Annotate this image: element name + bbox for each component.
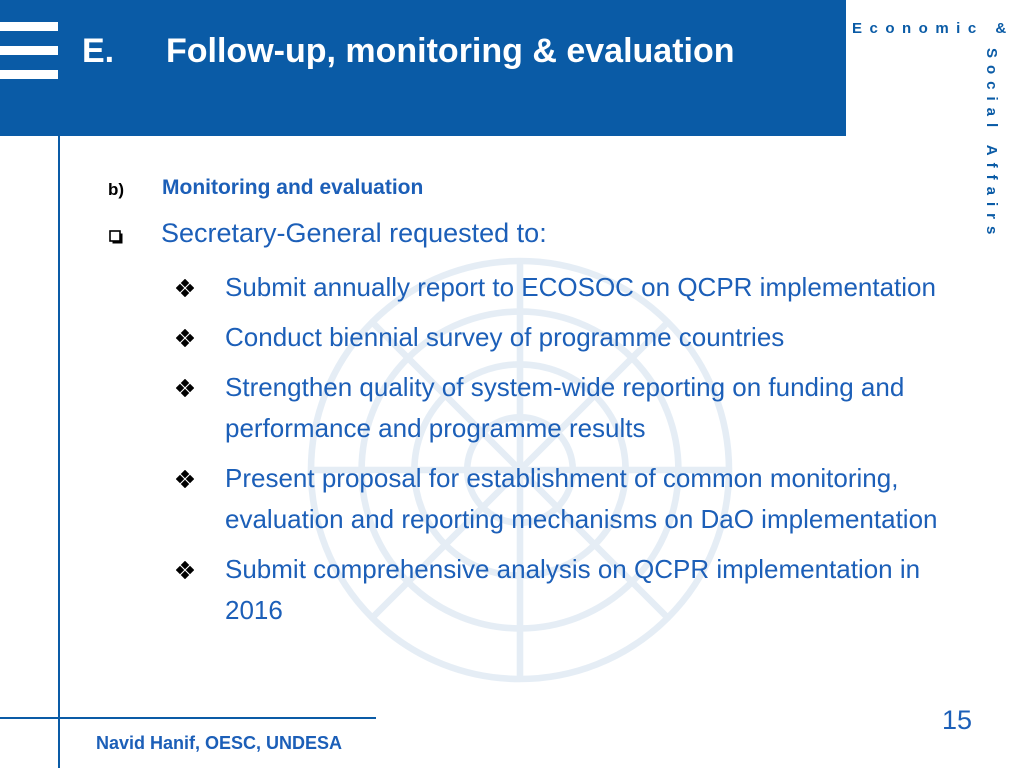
footer-divider <box>0 717 376 719</box>
diamond-bullet-icon <box>176 470 194 488</box>
vertical-divider <box>58 136 60 768</box>
page-number: 15 <box>942 705 973 735</box>
section-letter: E. <box>82 32 115 70</box>
slide-title: Follow-up, monitoring & evaluation <box>166 32 735 70</box>
list-item <box>176 549 966 631</box>
subsection-title: Monitoring and evaluation <box>162 176 424 199</box>
square-bullet-icon <box>109 230 123 244</box>
brand-line-social-affairs: Social Affairs <box>983 48 1000 242</box>
list-item <box>176 458 966 540</box>
footer-author: Navid Hanif, OESC, UNDESA <box>96 733 343 753</box>
diamond-bullet-icon <box>176 329 194 347</box>
diamond-bullet-icon <box>176 561 194 579</box>
list-item <box>176 317 966 358</box>
list-item <box>176 267 966 308</box>
requests-list <box>176 267 966 640</box>
brand-line-economic: Economic & <box>852 20 1014 37</box>
list-item-text: Strengthen quality of system-wide reporting on funding and performance and programme results <box>225 372 905 443</box>
diamond-bullet-icon <box>176 279 194 297</box>
list-item <box>176 367 966 449</box>
menu-icon <box>0 22 58 84</box>
list-item-text: Present proposal for establishment of common monitoring, evaluation and reporting mechanisms on DaO implementation <box>225 463 938 534</box>
subsection-label: b) <box>108 180 125 199</box>
list-item-text: Submit annually report to ECOSOC on QCPR implementation <box>225 272 936 302</box>
list-item-text: Conduct biennial survey of programme countries <box>225 322 785 352</box>
main-point: Secretary-General requested to: <box>161 218 547 248</box>
list-item-text: Submit comprehensive analysis on QCPR implementation in 2016 <box>225 554 921 625</box>
diamond-bullet-icon <box>176 379 194 397</box>
